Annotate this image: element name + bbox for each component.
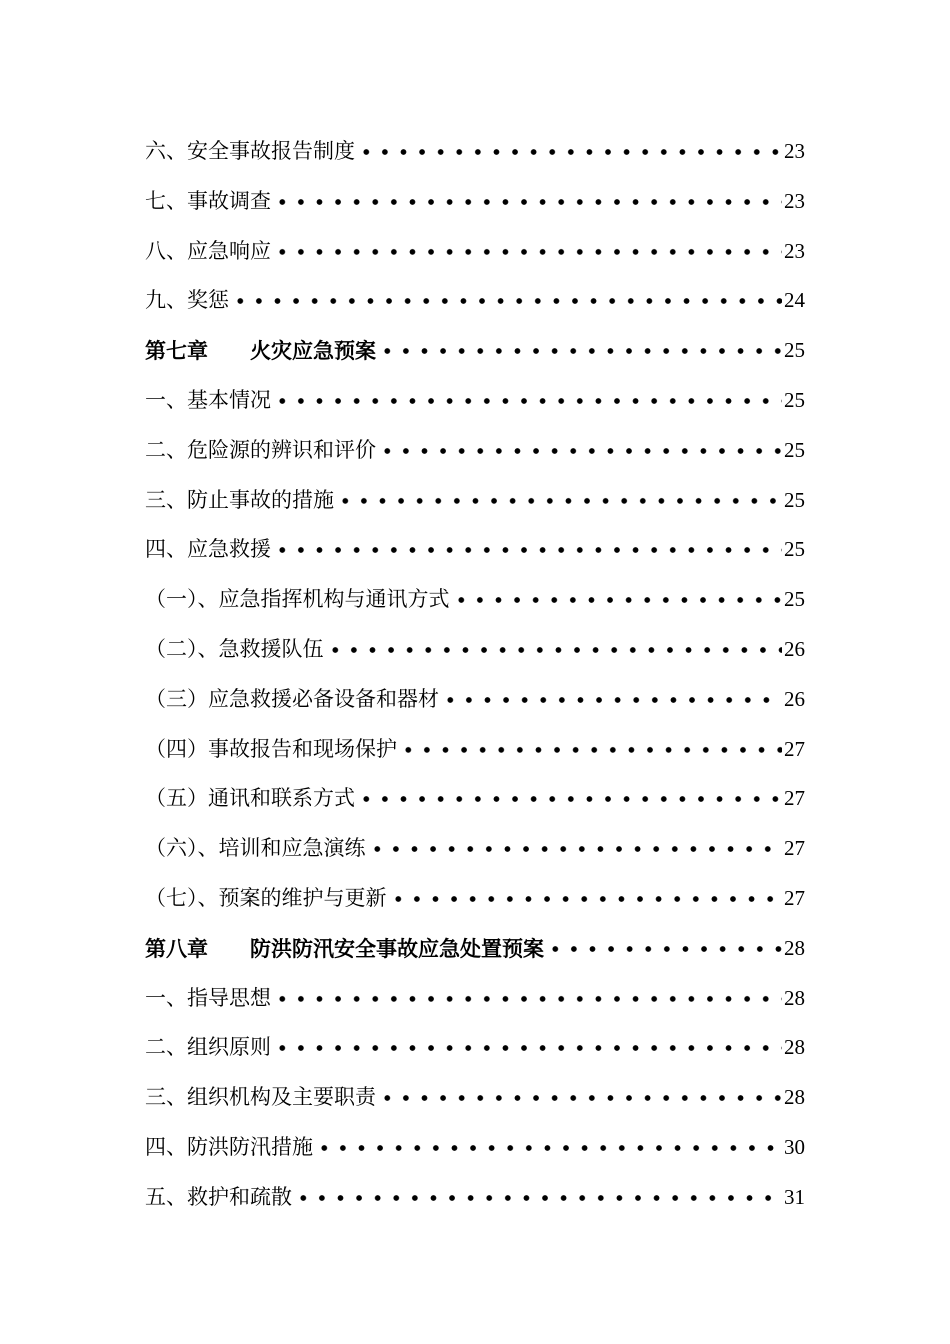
toc-entry-title: 三、防止事故的措施 bbox=[145, 487, 334, 512]
toc-page-number: 31 bbox=[784, 1184, 805, 1209]
toc-page-number: 28 bbox=[784, 985, 805, 1010]
dot-leader bbox=[294, 1173, 782, 1223]
dot-leader bbox=[389, 874, 783, 924]
toc-page-number: 28 bbox=[784, 935, 805, 960]
dot-leader bbox=[399, 725, 782, 775]
dot-leader bbox=[357, 127, 782, 177]
dot-leader bbox=[326, 625, 783, 675]
toc-entry[interactable] bbox=[145, 575, 805, 625]
toc-page-number: 30 bbox=[784, 1134, 805, 1159]
toc-entry-title: （五）通讯和联系方式 bbox=[145, 786, 355, 811]
toc-page-number: 24 bbox=[784, 288, 805, 313]
toc-page-number: 25 bbox=[784, 537, 805, 562]
toc-page-number: 26 bbox=[784, 686, 805, 711]
dot-leader bbox=[273, 177, 782, 227]
toc-entry-title: （四）事故报告和现场保护 bbox=[145, 736, 397, 761]
toc-entry[interactable] bbox=[145, 1123, 805, 1173]
toc-entry[interactable] bbox=[145, 675, 805, 725]
toc-entry[interactable] bbox=[145, 725, 805, 775]
dot-leader bbox=[273, 1023, 782, 1073]
toc-entry-title: 六、安全事故报告制度 bbox=[145, 139, 355, 163]
toc-page-number: 25 bbox=[784, 587, 805, 612]
dot-leader bbox=[378, 426, 782, 476]
toc-chapter-title: 第八章 防洪防汛安全事故应急处置预案 bbox=[145, 935, 544, 961]
toc-page-number: 28 bbox=[784, 1035, 805, 1060]
toc-entry[interactable] bbox=[145, 974, 805, 1024]
dot-leader bbox=[315, 1123, 782, 1173]
toc-entry[interactable] bbox=[145, 177, 805, 227]
dot-leader bbox=[273, 525, 782, 575]
toc-page-number: 26 bbox=[784, 636, 805, 661]
toc-entry[interactable] bbox=[145, 1073, 805, 1123]
toc-page-number: 23 bbox=[784, 238, 805, 263]
dot-leader bbox=[336, 476, 782, 526]
toc-page-number: 27 bbox=[784, 736, 805, 761]
toc-entry[interactable] bbox=[145, 824, 805, 874]
toc-entry[interactable] bbox=[145, 525, 805, 575]
toc-page-number: 27 bbox=[784, 885, 805, 910]
dot-leader bbox=[452, 575, 783, 625]
toc-chapter-entry[interactable] bbox=[145, 326, 805, 376]
dot-leader bbox=[441, 675, 782, 725]
dot-leader bbox=[273, 376, 782, 426]
toc-entry-title: 九、奖惩 bbox=[145, 288, 229, 313]
toc-entry-title: 五、救护和疏散 bbox=[145, 1184, 292, 1209]
table-of-contents bbox=[145, 127, 805, 1223]
toc-entry-title: 二、危险源的辨识和评价 bbox=[145, 437, 376, 462]
toc-page-number: 25 bbox=[784, 387, 805, 412]
dot-leader bbox=[546, 924, 782, 974]
toc-entry-title: 四、防洪防汛措施 bbox=[145, 1134, 313, 1159]
dot-leader bbox=[273, 974, 782, 1024]
toc-entry[interactable] bbox=[145, 476, 805, 526]
toc-chapter-title: 第七章 火灾应急预案 bbox=[145, 338, 376, 364]
toc-entry-title: 二、组织原则 bbox=[145, 1035, 271, 1060]
dot-leader bbox=[273, 227, 782, 277]
toc-entry[interactable] bbox=[145, 774, 805, 824]
toc-entry[interactable] bbox=[145, 1173, 805, 1223]
toc-page-number: 25 bbox=[784, 437, 805, 462]
dot-leader bbox=[357, 774, 782, 824]
toc-entry-title: 一、基本情况 bbox=[145, 387, 271, 412]
toc-entry[interactable] bbox=[145, 227, 805, 277]
toc-entry[interactable] bbox=[145, 426, 805, 476]
toc-entry[interactable] bbox=[145, 1023, 805, 1073]
toc-entry-title: （三）应急救援必备设备和器材 bbox=[145, 686, 439, 711]
toc-entry[interactable] bbox=[145, 376, 805, 426]
toc-entry[interactable] bbox=[145, 127, 805, 177]
dot-leader bbox=[378, 326, 782, 376]
toc-page-number: 28 bbox=[784, 1085, 805, 1110]
toc-entry-title: （一）、应急指挥机构与通讯方式 bbox=[145, 587, 450, 612]
toc-page-number: 23 bbox=[784, 188, 805, 213]
toc-entry-title: 八、应急响应 bbox=[145, 238, 271, 263]
toc-entry[interactable] bbox=[145, 874, 805, 924]
toc-entry-title: （七）、预案的维护与更新 bbox=[145, 885, 387, 910]
dot-leader bbox=[231, 276, 782, 326]
toc-page-number: 27 bbox=[784, 836, 805, 861]
toc-entry-title: 七、事故调查 bbox=[145, 188, 271, 213]
toc-chapter-entry[interactable] bbox=[145, 924, 805, 974]
dot-leader bbox=[378, 1073, 782, 1123]
toc-entry[interactable] bbox=[145, 625, 805, 675]
toc-entry-title: 一、指导思想 bbox=[145, 985, 271, 1010]
toc-entry-title: 三、组织机构及主要职责 bbox=[145, 1085, 376, 1110]
toc-page-number: 25 bbox=[784, 487, 805, 512]
toc-page-number: 23 bbox=[784, 139, 805, 163]
toc-page-number: 25 bbox=[784, 338, 805, 363]
toc-entry-title: 四、应急救援 bbox=[145, 537, 271, 562]
toc-entry-title: （六）、培训和应急演练 bbox=[145, 836, 366, 861]
toc-entry[interactable] bbox=[145, 276, 805, 326]
toc-page-number: 27 bbox=[784, 786, 805, 811]
dot-leader bbox=[368, 824, 783, 874]
toc-entry-title: （二）、急救援队伍 bbox=[145, 636, 324, 661]
